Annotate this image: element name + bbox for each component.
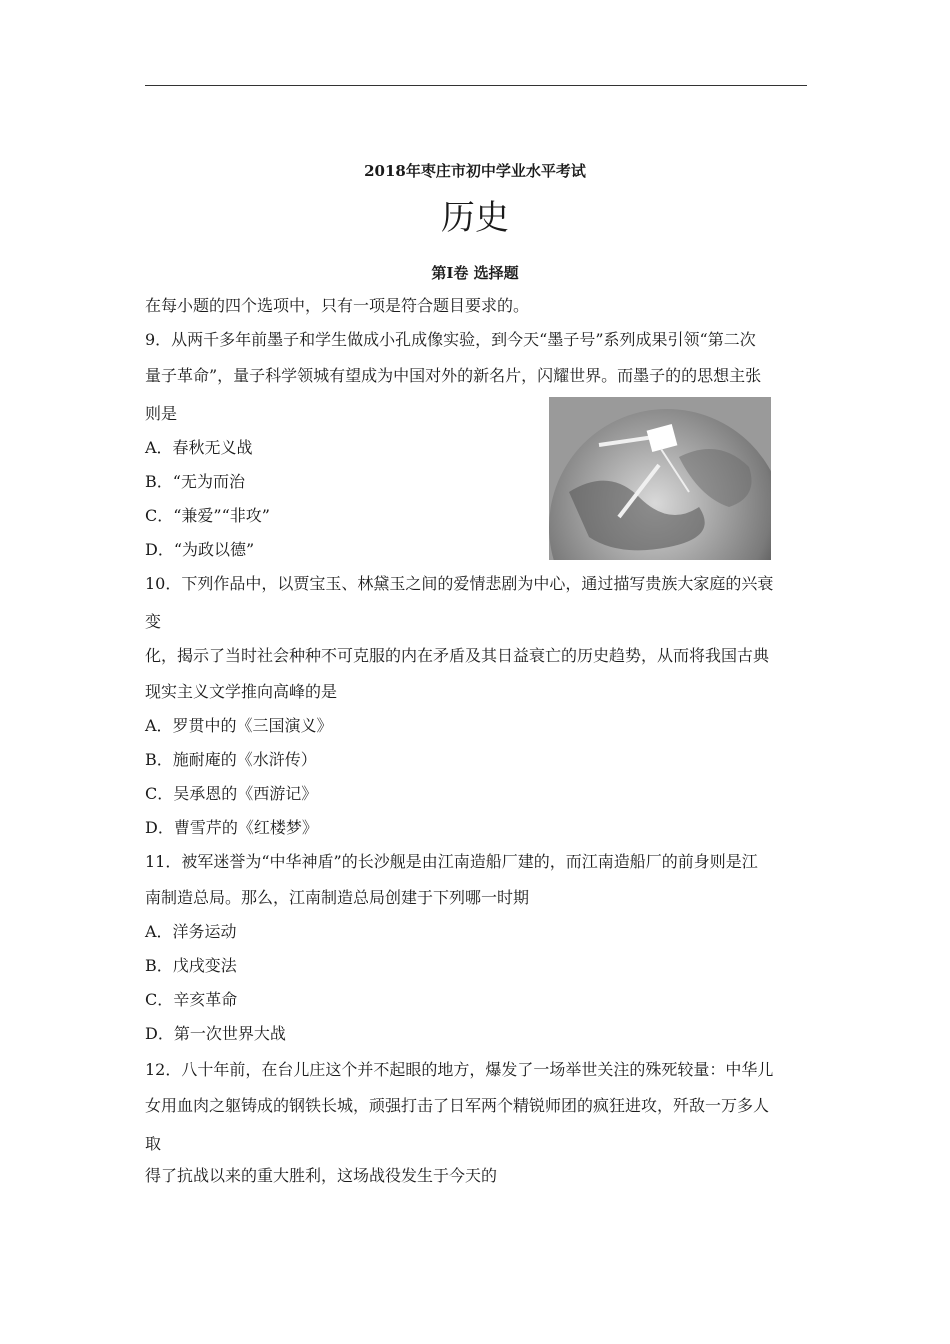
q11-line-2: 南制造总局。那么，江南制造总局创建于下列哪一时期: [145, 888, 530, 907]
q11-option-a: A．洋务运动: [145, 922, 237, 941]
subject-title: 历史: [441, 198, 509, 238]
q9-line-3: 则是: [145, 404, 178, 423]
q9-line-1: 9．从两千多年前墨子和学生做成小孔成像实验，到今天“墨子号”系列成果引领“第二次: [145, 330, 756, 349]
q12-line-1: 12．八十年前，在台儿庄这个并不起眼的地方，爆发了一场举世关注的殊死较量：中华儿: [145, 1060, 774, 1079]
q9-option-a: A．春秋无义战: [145, 438, 253, 457]
q12-line-4: 得了抗战以来的重大胜利，这场战役发生于今天的: [145, 1166, 498, 1185]
instructions: 在每小题的四个选项中，只有一项是符合题目要求的。: [145, 296, 530, 315]
q10-option-d: D．曹雪芹的《红楼梦》: [145, 818, 318, 837]
satellite-earth-photo: [549, 397, 771, 560]
q12-line-3: 取: [145, 1134, 162, 1153]
header-rule: [145, 85, 807, 86]
q10-line-3: 化，揭示了当时社会种种不可克服的内在矛盾及其日益衰亡的历史趋势，从而将我国古典: [145, 646, 770, 665]
q9-option-d: D．“为政以德”: [145, 540, 255, 559]
q10-option-a: A．罗贯中的《三国演义》: [145, 716, 333, 735]
q11-option-c: C．辛亥革命: [145, 990, 238, 1009]
q10-option-c: C．吴承恩的《西游记》: [145, 784, 318, 803]
q10-line-2: 变: [145, 612, 162, 631]
q10-line-4: 现实主义文学推向高峰的是: [145, 682, 338, 701]
q10-line-1: 10．下列作品中，以贾宝玉、林黛玉之间的爱情悲剧为中心，通过描写贵族大家庭的兴衰: [145, 574, 774, 593]
q11-line-1: 11．被军迷誉为“中华神盾”的长沙舰是由江南造船厂建的，而江南造船厂的前身则是江: [145, 852, 758, 871]
q10-option-b: B．施耐庵的《水浒传）: [145, 750, 317, 769]
q12-line-2: 女用血肉之躯铸成的钢铁长城，顽强打击了日军两个精锐师团的疯狂进攻，歼敌一万多人: [145, 1096, 770, 1115]
exam-title: 2018年枣庄市初中学业水平考试: [364, 162, 586, 180]
q11-option-b: B．戊戌变法: [145, 956, 237, 975]
q9-option-b: B．“无为而治: [145, 472, 245, 491]
q9-option-c: C．“兼爱”“非攻”: [145, 506, 270, 525]
part-title: 第Ⅰ卷 选择题: [431, 264, 519, 282]
q9-line-2: 量子革命”，量子科学领城有望成为中国对外的新名片，闪耀世界。而墨子的的思想主张: [145, 366, 762, 385]
q11-option-d: D．第一次世界大战: [145, 1024, 286, 1043]
